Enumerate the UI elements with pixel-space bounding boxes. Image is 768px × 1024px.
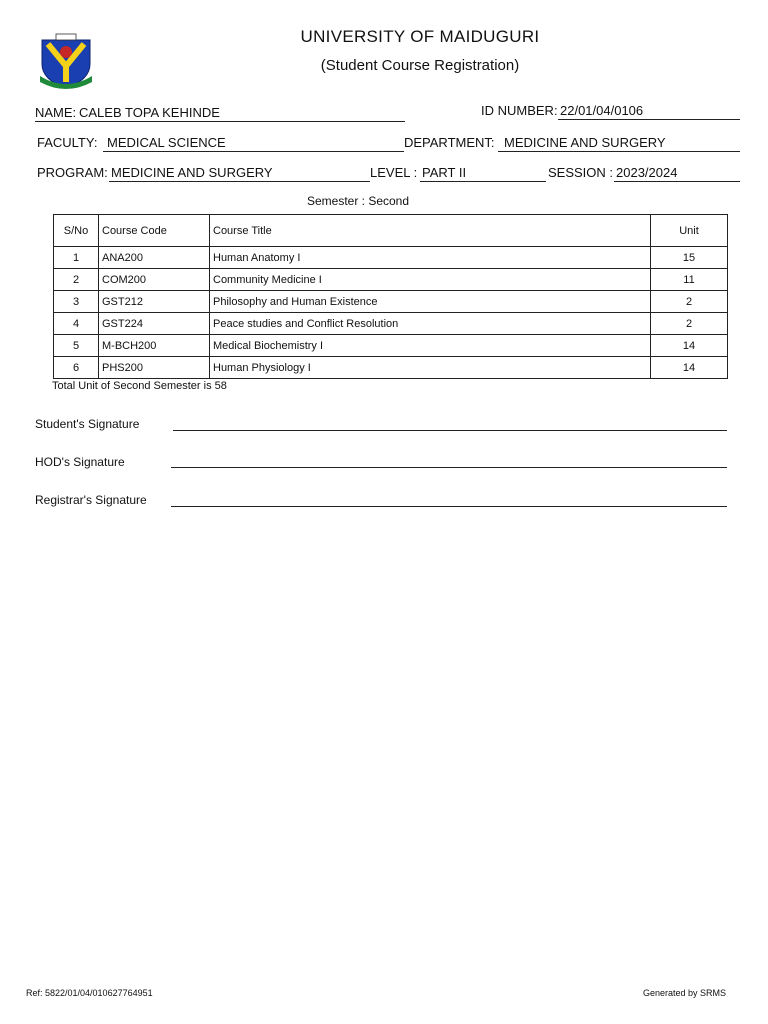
cell-course-code: GST212 bbox=[99, 291, 210, 313]
student-id-number: 22/01/04/0106 bbox=[560, 103, 644, 118]
session-field bbox=[548, 160, 740, 182]
registrar-signature-label: Registrar's Signature bbox=[35, 493, 147, 507]
student-session: 2023/2024 bbox=[616, 165, 678, 180]
hod-signature-line bbox=[171, 467, 727, 468]
level-label: LEVEL : bbox=[370, 165, 418, 180]
cell-unit: 14 bbox=[651, 357, 728, 379]
student-signature-label: Student's Signature bbox=[35, 417, 140, 431]
table-row bbox=[54, 335, 728, 357]
document-subtitle: (Student Course Registration) bbox=[320, 57, 520, 74]
name-underline bbox=[35, 121, 405, 122]
program-underline bbox=[109, 181, 370, 182]
table-row bbox=[54, 313, 728, 335]
cell-course-title: Philosophy and Human Existence bbox=[210, 291, 651, 313]
cell-sno: 4 bbox=[54, 313, 99, 335]
department-field bbox=[404, 130, 740, 152]
table-header-row bbox=[54, 215, 728, 247]
generated-by: Generated by SRMS bbox=[642, 988, 726, 998]
session-label: SESSION : bbox=[548, 165, 614, 180]
cell-unit: 14 bbox=[651, 335, 728, 357]
faculty-field bbox=[37, 130, 404, 152]
table-row bbox=[54, 357, 728, 379]
name-field bbox=[35, 100, 405, 122]
department-underline bbox=[498, 151, 740, 152]
id-number-field bbox=[481, 98, 740, 120]
level-underline bbox=[420, 181, 546, 182]
cell-sno: 6 bbox=[54, 357, 99, 379]
semester-label: Semester : Second bbox=[306, 194, 410, 208]
reference-number: Ref: 5822/01/04/010627764951 bbox=[26, 988, 153, 998]
cell-sno: 2 bbox=[54, 269, 99, 291]
cell-course-code: M-BCH200 bbox=[99, 335, 210, 357]
student-faculty: MEDICAL SCIENCE bbox=[107, 135, 226, 150]
hod-signature-label: HOD's Signature bbox=[35, 455, 125, 469]
cell-course-code: GST224 bbox=[99, 313, 210, 335]
cell-sno: 5 bbox=[54, 335, 99, 357]
cell-unit: 2 bbox=[651, 313, 728, 335]
cell-course-title: Human Anatomy I bbox=[210, 247, 651, 269]
cell-course-code: COM200 bbox=[99, 269, 210, 291]
header-course-title: Course Title bbox=[210, 215, 651, 247]
table-row bbox=[54, 291, 728, 313]
header-course-code: Course Code bbox=[99, 215, 210, 247]
cell-course-title: Peace studies and Conflict Resolution bbox=[210, 313, 651, 335]
student-signature-line bbox=[173, 430, 727, 431]
faculty-label: FACULTY: bbox=[37, 135, 98, 150]
cell-course-title: Community Medicine I bbox=[210, 269, 651, 291]
program-field bbox=[37, 160, 370, 182]
cell-unit: 15 bbox=[651, 247, 728, 269]
cell-course-code: PHS200 bbox=[99, 357, 210, 379]
header-sno: S/No bbox=[54, 215, 99, 247]
id-number-underline bbox=[558, 119, 740, 120]
cell-sno: 3 bbox=[54, 291, 99, 313]
level-field bbox=[370, 160, 546, 182]
program-label: PROGRAM: bbox=[37, 165, 108, 180]
total-units-text: Total Unit of Second Semester is 58 bbox=[52, 380, 227, 392]
cell-course-title: Medical Biochemistry I bbox=[210, 335, 651, 357]
cell-course-title: Human Physiology I bbox=[210, 357, 651, 379]
name-label: NAME: bbox=[35, 105, 77, 120]
id-number-label: ID NUMBER: bbox=[481, 103, 558, 118]
registrar-signature-line bbox=[171, 506, 727, 507]
student-program: MEDICINE AND SURGERY bbox=[111, 165, 273, 180]
cell-course-code: ANA200 bbox=[99, 247, 210, 269]
university-title: UNIVERSITY OF MAIDUGURI bbox=[300, 27, 540, 46]
department-label: DEPARTMENT: bbox=[404, 135, 495, 150]
cell-unit: 2 bbox=[651, 291, 728, 313]
header-unit: Unit bbox=[651, 215, 728, 247]
session-underline bbox=[614, 181, 740, 182]
student-name: CALEB TOPA KEHINDE bbox=[79, 105, 220, 120]
course-table bbox=[53, 214, 728, 379]
student-department: MEDICINE AND SURGERY bbox=[504, 135, 666, 150]
cell-unit: 11 bbox=[651, 269, 728, 291]
table-row bbox=[54, 247, 728, 269]
cell-sno: 1 bbox=[54, 247, 99, 269]
faculty-underline bbox=[103, 151, 404, 152]
table-row bbox=[54, 269, 728, 291]
student-level: PART II bbox=[422, 165, 467, 180]
